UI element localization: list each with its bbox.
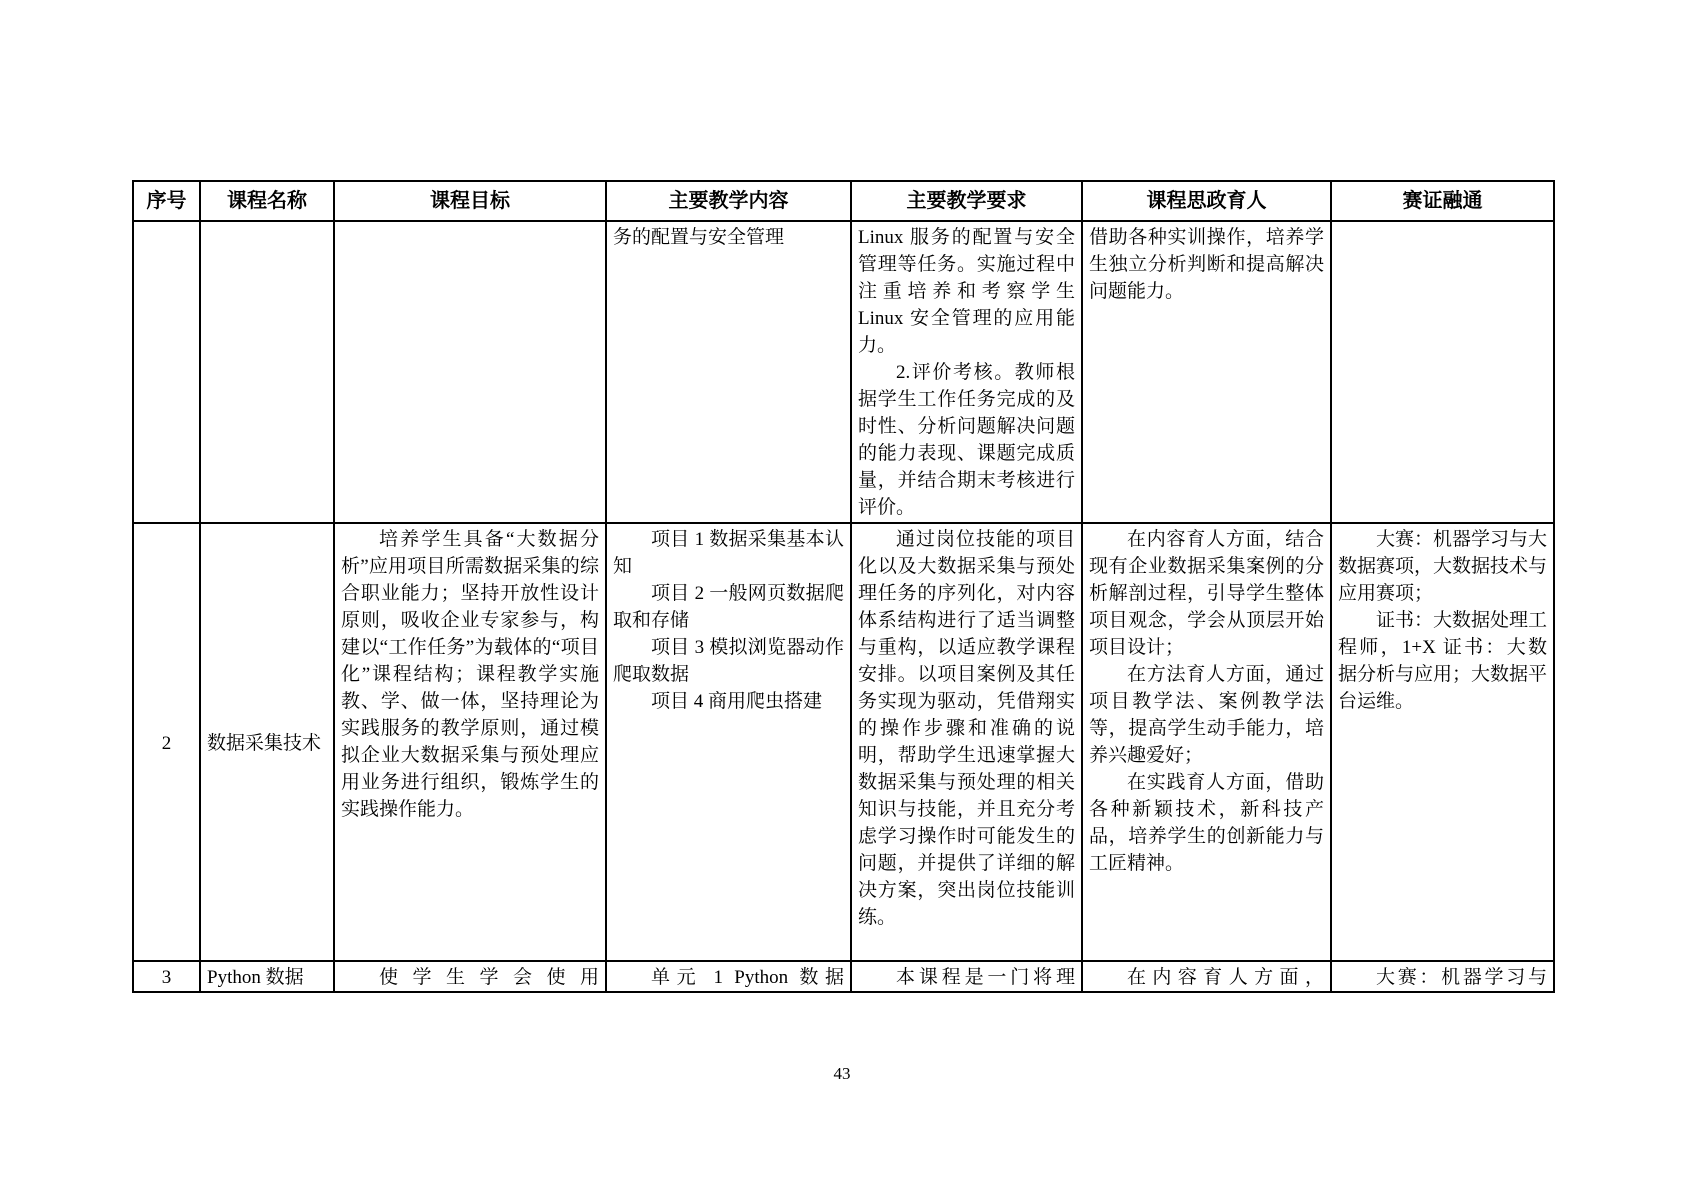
paragraph: 在实践育人方面，借助各种新颖技术，新科技产品，培养学生的创新能力与工匠精神。 [1089,772,1324,874]
cell-row1-content [606,221,851,523]
cell-row1-objective [334,221,606,523]
header-cell-index: 序号 [133,181,200,221]
header-cell-ideology: 课程思政育人 [1082,181,1331,221]
paragraph: 培养学生具备“大数据分析”应用项目所需数据采集的综合职业能力；坚持开放性设计原则，吸收企业专家参与，构建以“工作任务”为载体的“项目化”课程结构；课程教学实施教、学、做一体，坚持理论为实践服务的教学原则，通过模拟企业大数据采集与预处理应用业务进行组织，锻炼学生的实践操作能力。 [341,529,599,820]
paragraph: 大赛：机器学习与大数据赛项，大数据技术与应用赛项； [1338,529,1548,604]
paragraph: 项目 4 商用爬虫搭建 [651,691,823,712]
paragraph: 单元 1 Python 数据 [651,967,844,988]
paragraph: 项目 2 一般网页数据爬取和存储 [613,583,844,631]
cell-row2-content [606,523,851,961]
paragraph: 项目 1 数据采集基本认知 [613,529,844,577]
paragraph: 使学生学会使用 [379,967,599,988]
paragraph: 务的配置与安全管理 [613,227,785,248]
cell-row3-content [606,961,851,992]
cell-row3-course-name [200,961,334,992]
header-cell-certification: 赛证融通 [1331,181,1554,221]
header-cell-objective: 课程目标 [334,181,606,221]
cell-row3-objective [334,961,606,992]
cell-row2-ideology [1082,523,1331,961]
cell-row3-requirement [851,961,1082,992]
cell-row1-course-name [200,221,334,523]
table-row-continuation [133,221,1554,523]
paragraph: 在内容育人方面， [1127,967,1324,988]
cell-row2-course-name [200,523,334,961]
paragraph: 借助各种实训操作，培养学生独立分析判断和提高解决问题能力。 [1089,227,1324,302]
paragraph: 在内容育人方面，结合现有企业数据采集案例的分析解剖过程，引导学生整体项目观念，学会从顶层开始项目设计； [1089,529,1324,658]
table-header-row [133,181,1554,221]
cell-row1-certification [1331,221,1554,523]
paragraph: 证书：大数据处理工程师，1+X 证书：大数据分析与应用；大数据平台运维。 [1338,610,1548,712]
paragraph: Python 数据 [207,967,304,988]
cell-row3-certification [1331,961,1554,992]
paragraph: 本课程是一门将理 [896,967,1075,988]
paragraph: Linux 服务的配置与安全管理等任务。实施过程中注重培养和考察学生 Linux 安全管理的应用能力。 [858,227,1075,356]
cell-row3-ideology [1082,961,1331,992]
cell-row2-objective [334,523,606,961]
paragraph: 数据采集技术 [207,732,322,754]
header-cell-content: 主要教学内容 [606,181,851,221]
table-row-2 [133,523,1554,961]
paragraph: 2.评价考核。教师根据学生工作任务完成的及时性、分析问题解决问题的能力表现、课题完成质量，并结合期末考核进行评价。 [858,362,1075,518]
header-cell-requirement: 主要教学要求 [851,181,1082,221]
table-row-3 [133,961,1554,992]
course-table [132,180,1555,993]
paragraph: 在方法育人方面，通过项目教学法、案例教学法等，提高学生动手能力，培养兴趣爱好； [1089,664,1324,766]
header-cell-course-name: 课程名称 [200,181,334,221]
paragraph: 大赛：机器学习与 [1376,967,1547,988]
paragraph: 通过岗位技能的项目化以及大数据采集与预处理任务的序列化，对内容体系结构进行了适当调整与重构，以适应教学课程安排。以项目案例及其任务实现为驱动，凭借翔实的操作步骤和准确的说明，帮助学生迅速掌握大数据采集与预处理的相关知识与技能，并且充分考虑学习操作时可能发生的问题，并提供了详细的解决方案，突出岗位技能训练。 [858,529,1075,928]
page-number: 43 [833,1064,851,1083]
cell-row2-certification [1331,523,1554,961]
cell-row1-requirement [851,221,1082,523]
paragraph: 项目 3 模拟浏览器动作爬取数据 [613,637,844,685]
cell-row2-index: 2 [133,523,200,961]
cell-row1-index [133,221,200,523]
cell-row1-ideology [1082,221,1331,523]
cell-row3-index: 3 [133,961,200,992]
cell-row2-requirement [851,523,1082,961]
